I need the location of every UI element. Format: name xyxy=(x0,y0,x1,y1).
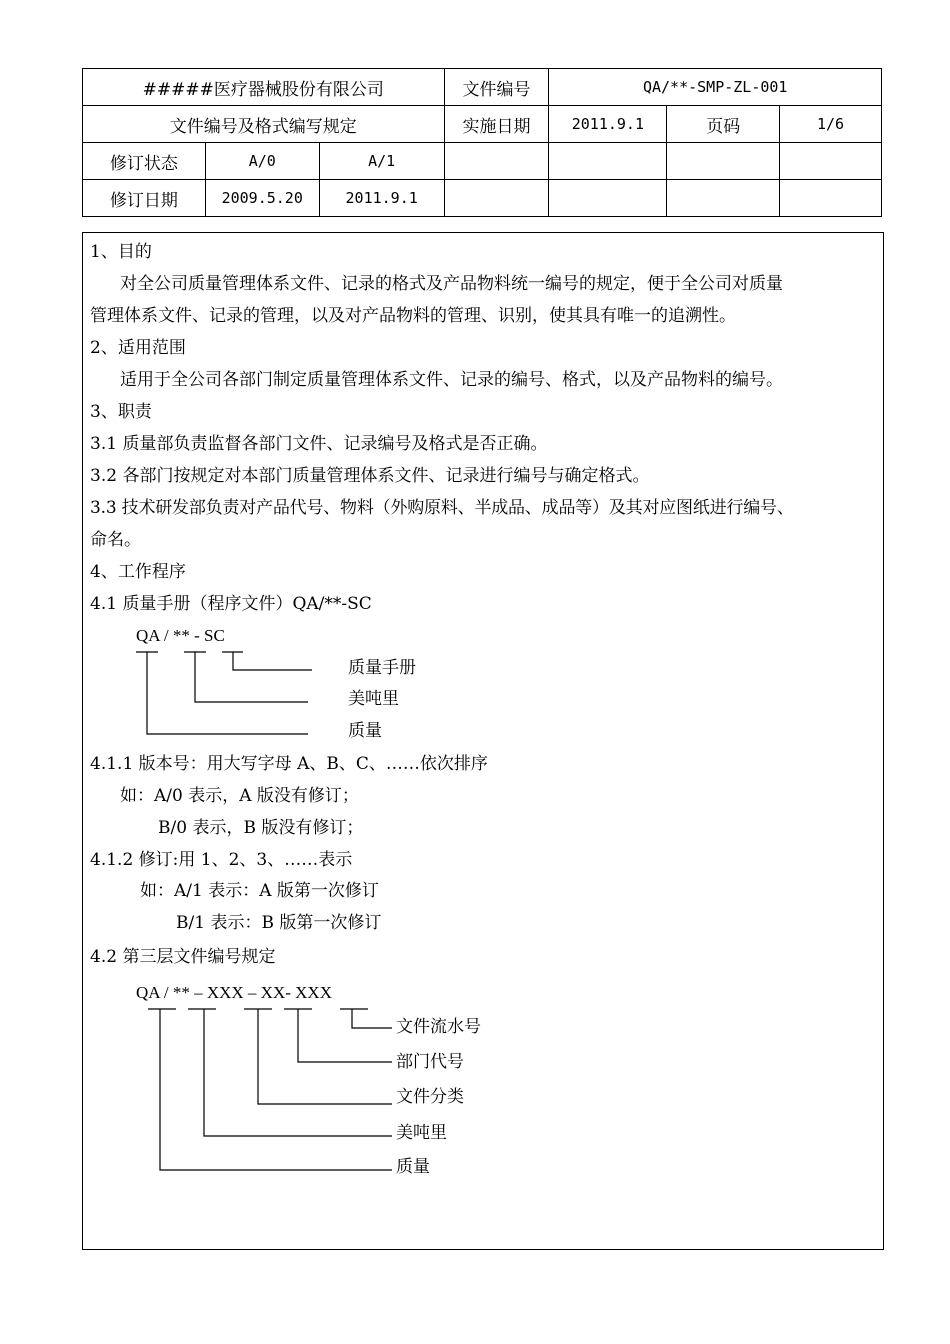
diagram-2-code: QA / ** – XXX – XX- XXX xyxy=(136,983,332,1002)
section-3-1: 3.1 质量部负责监督各部门文件、记录编号及格式是否正确。 xyxy=(90,434,548,454)
section-1-title: 1、目的 xyxy=(90,242,152,262)
section-4-1-2-example: B/1 表示：B 版第一次修订 xyxy=(176,913,382,933)
section-3-2: 3.2 各部门按规定对本部门质量管理体系文件、记录进行编号与确定格式。 xyxy=(90,466,650,486)
doc-no: QA/**-SMP-ZL-001 xyxy=(549,69,882,106)
diagram-2-label: 文件流水号 xyxy=(396,1017,481,1037)
diagram-2-label: 美吨里 xyxy=(396,1123,447,1143)
company-name: #####医疗器械股份有限公司 xyxy=(83,69,445,106)
page-number: 1/6 xyxy=(780,106,882,143)
rev-date-cell: 2011.9.1 xyxy=(319,180,444,217)
rev-status-cell: A/1 xyxy=(319,143,444,180)
diagram-1-label: 质量 xyxy=(348,721,382,741)
section-4-title: 4、工作程序 xyxy=(90,562,186,582)
doc-title: 文件编号及格式编写规定 xyxy=(83,106,445,143)
section-4-1-1: 4.1.1 版本号：用大写字母 A、B、C、……依次排序 xyxy=(90,754,488,774)
diagram-2-label: 质量 xyxy=(396,1157,430,1177)
section-4-1-1-example: B/0 表示，B 版没有修订； xyxy=(158,818,364,838)
section-4-2: 4.2 第三层文件编号规定 xyxy=(90,947,276,967)
diagram-2-label: 文件分类 xyxy=(396,1087,464,1107)
section-1-text: 对全公司质量管理体系文件、记录的格式及产品物料统一编号的规定，便于全公司对质量 xyxy=(120,274,783,294)
impl-date-label: 实施日期 xyxy=(444,106,549,143)
section-3-3-cont: 命名。 xyxy=(90,530,141,550)
impl-date: 2011.9.1 xyxy=(549,106,667,143)
diagram-1-label: 美吨里 xyxy=(348,689,399,709)
section-3-title: 3、职责 xyxy=(90,402,152,422)
section-3-3: 3.3 技术研发部负责对产品代号、物料（外购原料、半成品、成品等）及其对应图纸进行编号、 xyxy=(90,498,794,518)
section-4-1-2: 4.1.2 修订:用 1、2、3、……表示 xyxy=(90,850,353,870)
section-2-text: 适用于全公司各部门制定质量管理体系文件、记录的编号、格式，以及产品物料的编号。 xyxy=(120,370,783,390)
section-4-1-2-example: 如：A/1 表示：A 版第一次修订 xyxy=(140,881,379,901)
page-label: 页码 xyxy=(667,106,780,143)
diagram-2-label: 部门代号 xyxy=(396,1052,464,1072)
doc-no-label: 文件编号 xyxy=(444,69,549,106)
rev-status-cell: A/0 xyxy=(205,143,319,180)
section-4-1: 4.1 质量手册（程序文件）QA/**-SC xyxy=(90,594,372,614)
section-4-1-1-example: 如：A/0 表示，A 版没有修订； xyxy=(120,786,359,806)
section-1-text: 管理体系文件、记录的管理，以及对产品物料的管理、识别，使其具有唯一的追溯性。 xyxy=(90,306,736,326)
rev-date-cell: 2009.5.20 xyxy=(205,180,319,217)
rev-date-label: 修订日期 xyxy=(83,180,206,217)
diagram-1-code: QA / ** - SC xyxy=(136,626,225,645)
diagram-1-label: 质量手册 xyxy=(348,658,416,678)
rev-status-label: 修订状态 xyxy=(83,143,206,180)
section-2-title: 2、适用范围 xyxy=(90,338,186,358)
